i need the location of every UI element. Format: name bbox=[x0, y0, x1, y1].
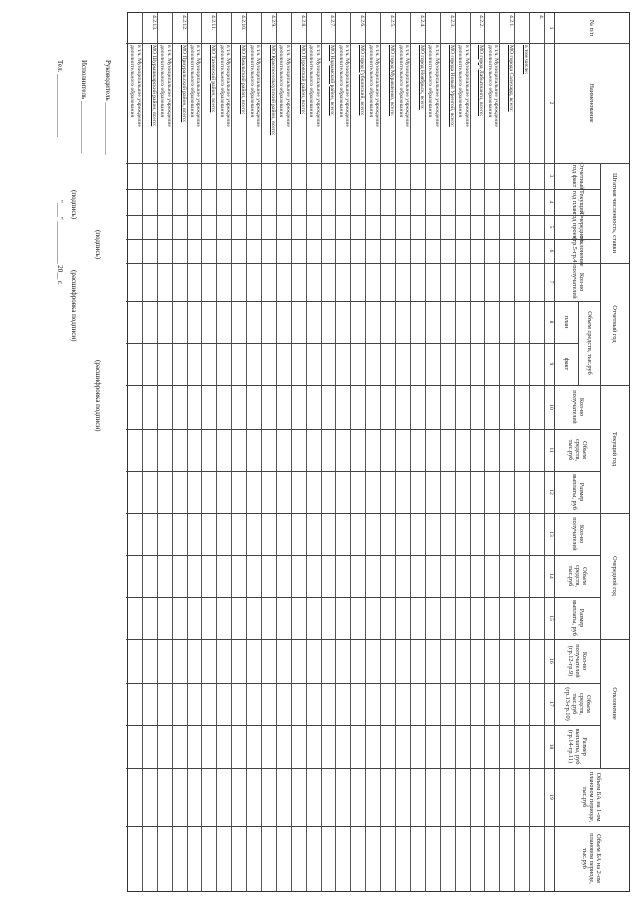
col-header-report-fact: факт bbox=[563, 357, 571, 371]
table-row bbox=[500, 13, 515, 891]
row-name: в т.ч. Муниципальное учреждение дополнительного образования bbox=[189, 45, 202, 127]
table-row bbox=[128, 13, 143, 891]
table-row bbox=[441, 13, 456, 891]
table-row bbox=[143, 13, 158, 891]
column-rule bbox=[126, 215, 601, 216]
table-row bbox=[485, 13, 500, 891]
row-name: в т.ч. Муниципальное учреждение дополнительного образования bbox=[159, 45, 172, 127]
table-row bbox=[232, 13, 247, 891]
table-row bbox=[217, 13, 232, 891]
date-line: "____" ____________ 20__ г. bbox=[56, 200, 64, 285]
column-rule bbox=[126, 189, 601, 190]
group-header-report-funds: Объем средств, тыс.руб bbox=[586, 311, 594, 375]
table-row bbox=[188, 13, 203, 891]
row-name: в т.ч. Муниципальное учреждение дополнительного образования bbox=[397, 45, 410, 127]
column-rule bbox=[126, 725, 601, 726]
row-name: МО города Новый Уренгой, всего: bbox=[448, 45, 455, 127]
row-name: МО Пуровский район, всего: bbox=[299, 45, 306, 115]
column-number: 7 bbox=[548, 280, 554, 284]
row-number: 4.2.4. bbox=[418, 15, 425, 28]
table-row bbox=[247, 13, 262, 891]
col-header-dev-size: Размер выплаты, руб (гр.14-гр.11) bbox=[567, 728, 589, 765]
col-header-plan2: Объем БА на 2-ом плановом периоде, тыс.руб bbox=[581, 833, 603, 884]
column-number: 15 bbox=[548, 615, 554, 621]
column-rule bbox=[126, 301, 601, 302]
row-name: в т.ч. Муниципальное учреждение дополнительного образования bbox=[308, 45, 321, 127]
head-signature-line: Руководитель _______________ bbox=[104, 60, 112, 155]
column-number: 4 bbox=[548, 200, 554, 204]
column-number: 19 bbox=[548, 794, 554, 800]
table-row bbox=[262, 13, 277, 891]
row-number: 4.2.5. bbox=[389, 15, 396, 28]
col-header-cur-size: Размер выплаты, руб bbox=[571, 474, 585, 510]
row-number: 4.2.3. bbox=[448, 15, 455, 28]
row-name: в т.ч. Муниципальное учреждение дополнительного образования bbox=[486, 45, 500, 127]
table-row bbox=[158, 13, 173, 891]
row-name: МО Надымский район, всего: bbox=[329, 45, 336, 116]
row-name: МО Тазовский район, всего: bbox=[210, 45, 217, 113]
row-number: 4.2.1. bbox=[508, 15, 515, 28]
column-number: 12 bbox=[548, 489, 554, 495]
col-header-next-size: Размер выплаты, руб bbox=[571, 600, 585, 636]
col-header-name: Наименование bbox=[588, 83, 596, 123]
column-rule bbox=[126, 263, 629, 264]
col-header-staff-delta: отклонение (гр.5-гр.4) bbox=[571, 235, 585, 267]
column-rule bbox=[126, 768, 629, 769]
column-rule bbox=[126, 639, 629, 640]
group-header-next-year: Очередной год bbox=[611, 556, 619, 596]
row-name: в т.ч. Муниципальное учреждение дополнительного образования bbox=[367, 45, 381, 127]
budget-table bbox=[127, 12, 630, 892]
col-header-staff-next: Очередной год проект bbox=[571, 212, 585, 242]
column-rule bbox=[126, 385, 629, 386]
col-header-dev-funds: Объем средств, тыс.руб (гр.13-гр.10) bbox=[564, 687, 592, 721]
row-name: в т.ч. Муниципальное учреждение дополнительного образования bbox=[457, 45, 470, 127]
row-name: в том числе: bbox=[523, 45, 530, 75]
row-name: МО город Ноябрьск, всего: bbox=[418, 45, 425, 110]
table-row bbox=[426, 13, 441, 891]
table-row bbox=[530, 13, 545, 891]
column-number: 13 bbox=[548, 531, 554, 537]
row-name: в т.ч. Муниципальное учреждение дополнительного образования bbox=[218, 45, 232, 127]
column-number: 18 bbox=[548, 743, 554, 750]
head-sign-caption: (подпись) bbox=[94, 230, 102, 260]
row-name: в т.ч. Муниципальное учреждение дополнительного образования bbox=[129, 45, 142, 127]
executor-sign-caption: (подпись) bbox=[70, 190, 78, 220]
row-name: в т.ч. Муниципальное учреждение дополнительного образования bbox=[278, 45, 291, 127]
row-number: 4.2.7. bbox=[329, 15, 336, 28]
table-row bbox=[307, 13, 322, 891]
column-rule bbox=[126, 163, 629, 164]
row-name: МО город Лабытнанги, всего: bbox=[478, 45, 485, 117]
column-number: 3 bbox=[548, 174, 554, 178]
table-row bbox=[471, 13, 486, 891]
table-row bbox=[202, 13, 217, 891]
col-header-dev-count: Кол-во получателей (гр.12-гр.9) bbox=[567, 644, 589, 678]
table-row bbox=[337, 13, 352, 891]
table-row bbox=[173, 13, 188, 891]
group-header-staff: Штатная численность, ставки bbox=[611, 173, 619, 253]
row-name: МО город Муравленко, всего: bbox=[389, 45, 396, 116]
col-header-plan1: Объем БА на 1-ом плановом периоде, тыс.руб bbox=[581, 771, 603, 823]
column-number: 11 bbox=[548, 447, 554, 453]
table-row bbox=[515, 13, 530, 891]
column-number: 6 bbox=[548, 249, 554, 253]
column-rule bbox=[126, 43, 629, 44]
table-row bbox=[411, 13, 426, 891]
row-number: 4.2.12. bbox=[180, 15, 187, 31]
col-header-number: № п/п bbox=[588, 19, 596, 37]
column-rule bbox=[126, 597, 601, 598]
column-rule bbox=[126, 471, 601, 472]
col-header-cur-count: Кол-во получателей bbox=[571, 390, 585, 424]
group-header-report-year: Отчетный год bbox=[611, 305, 619, 343]
group-header-deviation: Отклонение bbox=[611, 687, 619, 720]
column-rule bbox=[126, 343, 579, 344]
row-number: 4.2.10. bbox=[240, 15, 247, 31]
column-number: 5 bbox=[548, 225, 554, 229]
executor-signature-line: Исполнитель _______________ bbox=[80, 60, 88, 154]
column-number: 1 bbox=[548, 26, 554, 30]
group-header-current-year: Текущий год bbox=[611, 431, 619, 467]
col-header-staff-prev: Отчетный год факт bbox=[571, 162, 585, 190]
column-rule bbox=[126, 429, 601, 430]
column-number: 14 bbox=[548, 573, 554, 579]
column-rule bbox=[126, 683, 601, 684]
row-name: МО Ямальский район, всего: bbox=[240, 45, 247, 115]
col-header-staff-cur: Текущий год план bbox=[571, 189, 585, 215]
row-name: в т.ч. Муниципальное учреждение дополнительного образования bbox=[427, 45, 440, 127]
row-number: 4.2.9. bbox=[269, 15, 276, 28]
table-row bbox=[322, 13, 337, 891]
row-name: МО Приуральский район, всего: bbox=[180, 45, 187, 123]
col-header-cur-funds: Объем средств, тыс.руб bbox=[567, 439, 589, 461]
column-number: 9 bbox=[548, 362, 554, 366]
col-header-report-plan: план bbox=[563, 315, 571, 329]
column-number: 16 bbox=[548, 658, 554, 664]
table-row bbox=[366, 13, 381, 891]
column-number: 8 bbox=[548, 320, 554, 324]
header-rule bbox=[600, 163, 601, 768]
column-rule bbox=[126, 239, 601, 240]
column-rule bbox=[126, 555, 601, 556]
row-number: 4.2.11. bbox=[210, 15, 217, 31]
column-rule bbox=[126, 513, 629, 514]
col-header-next-count: Кол-во получателей bbox=[571, 517, 585, 551]
table-row bbox=[277, 13, 292, 891]
table-row bbox=[381, 13, 396, 891]
phone-line: Тел. __________________ bbox=[56, 60, 64, 138]
column-number: 10 bbox=[548, 404, 554, 410]
column-rule bbox=[126, 826, 629, 827]
table-row bbox=[351, 13, 366, 891]
row-number: 4.2.6. bbox=[359, 15, 366, 28]
row-name: МО Шурышкарский район, всего: bbox=[150, 45, 157, 127]
row-number: 4. bbox=[538, 15, 544, 20]
column-number: 17 bbox=[548, 701, 554, 707]
head-decode-caption: (расшифровка подписи) bbox=[94, 360, 102, 432]
row-name: МО Красноселькупский район, всего: bbox=[269, 45, 276, 136]
col-header-next-funds: Объем средств, тыс.руб bbox=[567, 565, 589, 587]
table-row bbox=[456, 13, 471, 891]
row-number: 4.2.8. bbox=[299, 15, 306, 28]
row-name: МО города Салехард, всего: bbox=[508, 45, 515, 112]
table-row bbox=[292, 13, 307, 891]
row-name: в т.ч. Муниципальное учреждение дополнительного образования bbox=[338, 45, 351, 127]
executor-decode-caption: (расшифровка подписи) bbox=[70, 270, 78, 342]
column-number: 2 bbox=[548, 101, 554, 105]
table-row bbox=[396, 13, 411, 891]
row-name: в т.ч. Муниципальное учреждение дополнительного образования bbox=[248, 45, 262, 127]
col-header-report-count: Кол-во получателей bbox=[571, 265, 585, 299]
row-number: 4.2.13. bbox=[150, 15, 157, 31]
row-number: 4.2.2. bbox=[478, 15, 485, 28]
row-name: МО город Губкинский, всего: bbox=[359, 45, 366, 116]
